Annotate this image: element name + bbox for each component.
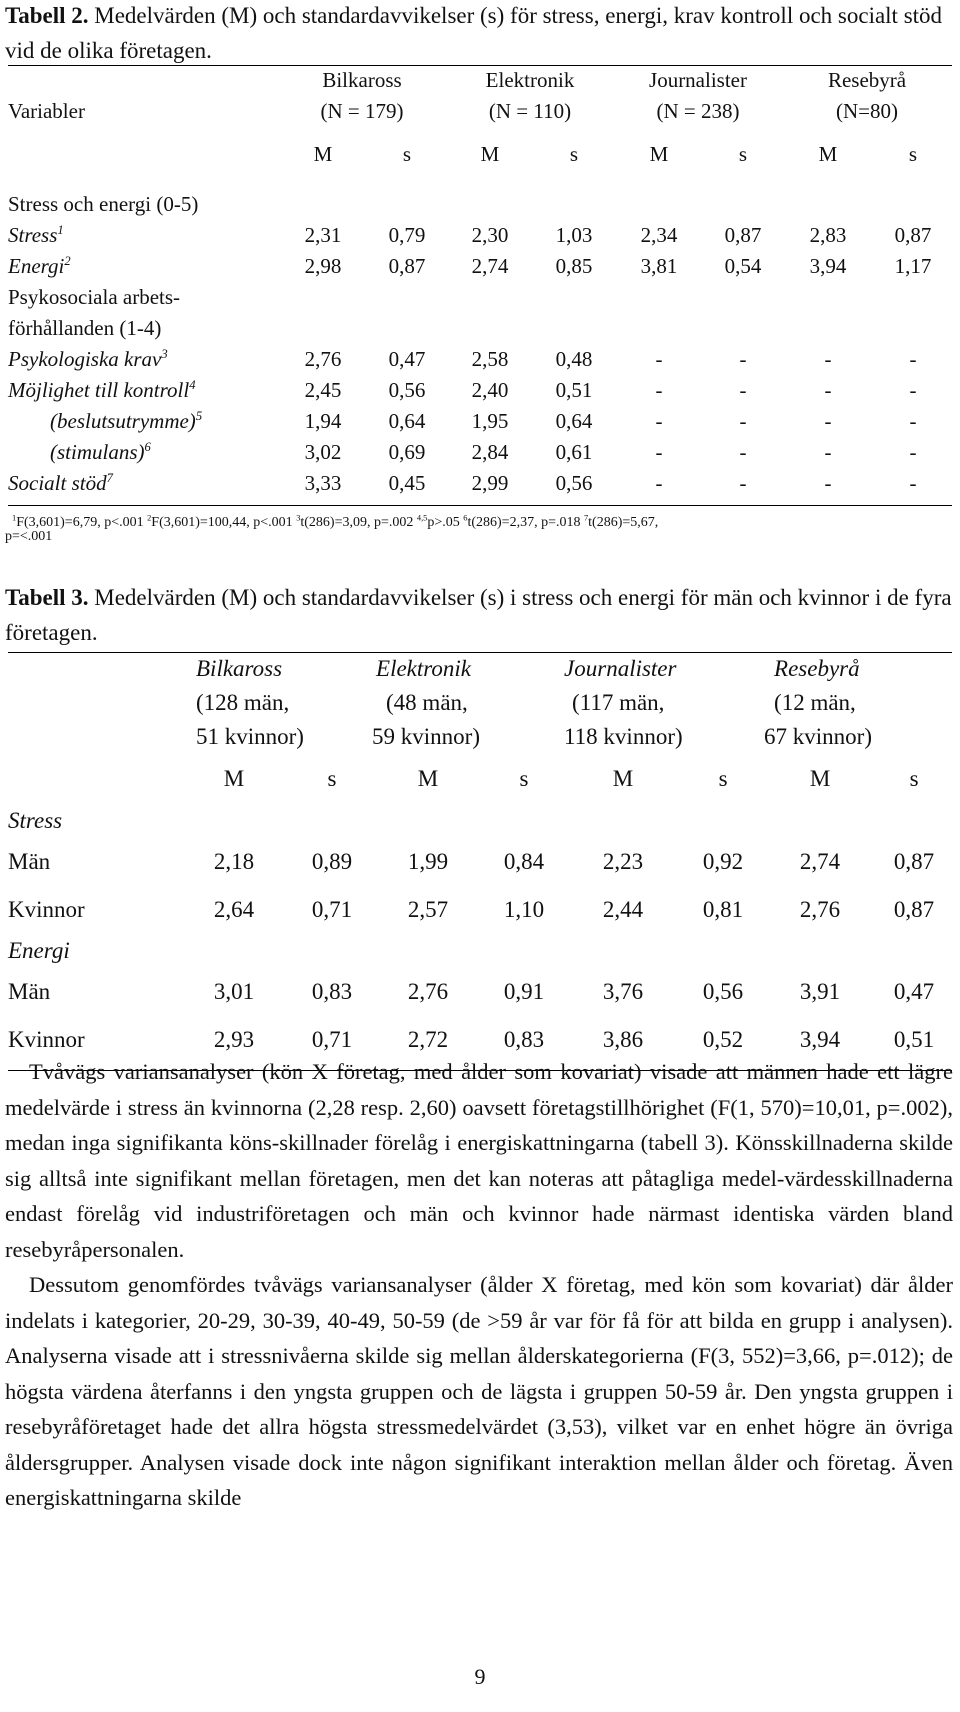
paragraph: Dessutom genomfördes tvåvägs variansanalyser (ålder X företag, med kön som kovariat) där ålder indelats i kategorier, 20-29, 30-39, 40-49, 50-59 (de >59 år var för få för att bilda en grupp i analysen). Analyserna visade att i stressnivåerna skilde sig mellan ålderskategorierna (F(3, 552)=3,66, p=.012); de högsta värdena återfanns i den yngsta gruppen och de lägsta i gruppen 50-59 år. Den yngsta gruppen i resebyråföretaget hade det allra högsta stressmedelvärdet (3,53), vilket var en enhet högre än övriga åldersgrupper. Analysen visade dock inte någon signifikant interaktion mellan ålder och företag. Även energiskattningarna skilde [5,1272,953,1510]
cell-value: 1,95 [471,409,509,433]
cell-value: 2,31 [304,223,342,247]
table3-label: Tabell 3. [5,585,89,610]
cell-value: 0,89 [311,849,353,874]
table3-group-n2: 59 kvinnor) [372,724,480,749]
cell-value: 0,84 [503,849,545,874]
table2-label: Tabell 2. [5,3,89,28]
s-label: s [738,142,748,166]
cell-value: - [824,378,832,402]
cell-value: 2,84 [471,440,509,464]
cell-value: 0,69 [388,440,426,464]
cell-value: 2,40 [471,378,509,402]
cell-value: 0,56 [388,378,426,402]
s-label: s [402,142,412,166]
table2-group-name: Elektronik [485,68,575,92]
cell-value: 1,94 [304,409,342,433]
section-stress: Stress [8,808,63,833]
table2 [8,65,952,499]
cell-value: 3,01 [213,979,255,1004]
row-label: Kvinnor [8,1027,85,1052]
cell-value: 0,81 [702,897,744,922]
cell-value: 0,64 [555,409,593,433]
s-label: s [569,142,579,166]
cell-value: - [909,347,917,371]
cell-value: 2,57 [407,897,449,922]
cell-value: - [824,440,832,464]
s-label: s [909,766,919,791]
cell-value: 2,76 [799,897,841,922]
cell-value: 0,71 [311,1027,353,1052]
cell-value: 1,17 [894,254,932,278]
cell-value: 2,45 [304,378,342,402]
cell-value: 2,64 [213,897,255,922]
cell-value: 2,76 [407,979,449,1004]
cell-value: - [909,409,917,433]
table2-group-name: Bilkaross [322,68,402,92]
cell-value: 0,87 [894,223,932,247]
s-label: s [327,766,337,791]
cell-value: 0,54 [724,254,762,278]
table-row [8,968,952,1016]
cell-value: - [909,471,917,495]
table3 [8,652,952,1064]
table3-group-n: (117 män, [572,690,665,715]
paragraph: Tvåvägs variansanalyser (kön X företag, med ålder som kovariat) visade att männen hade ett lägre medelvärde i stress än kvinnorna (2,28 resp. 2,60) oavsett företagstillhörighet (F(1, 570)=10,01, p=.002), medan inga signifikanta köns-skillnader förelåg i energiskattningarna (tabell 3). Könsskillnaderna skilde sig alltså inte signifikant mellan företagen, men det kan noteras att påtagliga medel-värdesskillnaderna endast förelåg vid industriföretagen och män och kvinnor hade närmast identiska värden bland resebyråpersonalen. [5,1059,953,1262]
table3-caption [5,580,955,650]
table-row [8,220,952,251]
cell-value: 0,47 [893,979,935,1004]
row-label: (beslutsutrymme)$^5$ [50,409,203,433]
cell-value: - [655,409,663,433]
cell-value: 1,03 [555,223,593,247]
table2-bottom-rule [8,505,952,506]
cell-value: 3,86 [602,1027,644,1052]
cell-value: 0,83 [503,1027,545,1052]
table2-var-header: Variabler [8,99,85,123]
table3-group-name: Bilkaross [196,656,283,681]
table2-section-heading [8,313,952,344]
footnote-line1: $^1$F(3,601)=6,79, p<.001 $^2$F(3,601)=100,44, p<.001 $^3$t(286)=3,09, p=.002 $^{4,5}$p>.05 $^6$t(286)=2,37, p=.018 $^7$t(286)=5,67, [12,513,659,530]
table2-header-row2 [8,96,952,127]
table3-caption-text: Medelvärden (M) och standardavvikelser (s) i stress och energi för män och kvinnor i de fyra företagen. [5,585,952,645]
cell-value: 3,91 [799,979,841,1004]
cell-value: 0,92 [702,849,744,874]
cell-value: 2,74 [471,254,509,278]
cell-value: 2,99 [471,471,509,495]
cell-value: - [739,440,747,464]
table2-section-heading [8,282,952,313]
table-row [8,468,952,499]
cell-value: 0,85 [555,254,593,278]
table2-group-name: Journalister [649,68,747,92]
cell-value: 3,94 [799,1027,841,1052]
cell-value: 0,87 [388,254,426,278]
s-label: s [718,766,728,791]
row-label: Socialt stöd$^7$ [8,471,113,495]
cell-value: 1,10 [503,897,545,922]
cell-value: 0,51 [893,1027,935,1052]
cell-value: - [824,409,832,433]
m-label: M [480,142,500,166]
cell-value: 3,81 [640,254,678,278]
cell-value: 2,93 [213,1027,255,1052]
m-label: M [223,766,245,791]
row-label: Psykologiska krav$^3$ [8,347,168,371]
cell-value: 0,48 [555,347,593,371]
row-label: Män [8,849,51,874]
cell-value: - [655,347,663,371]
table3-section-heading [8,804,952,838]
table-row [8,375,952,406]
body-text [5,1054,953,1516]
table2-footnote [12,513,956,533]
table2-ms-row [8,139,952,170]
cell-value: - [655,471,663,495]
table-row [8,838,952,886]
cell-value: 2,44 [602,897,644,922]
section-psykosociala: Psykosociala arbets- [8,285,181,309]
table2-group-name: Resebyrå [827,68,907,92]
table2-header-row1 [8,65,952,96]
table3-header-row1 [8,652,952,686]
cell-value: - [909,440,917,464]
cell-value: 3,33 [304,471,342,495]
m-label: M [809,766,831,791]
cell-value: 2,34 [640,223,678,247]
cell-value: 0,87 [893,849,935,874]
table3-group-n2: 118 kvinnor) [564,724,683,749]
table2-group-n: (N = 238) [656,99,740,123]
cell-value: 3,76 [602,979,644,1004]
section-stress-energi: Stress och energi (0-5) [8,192,199,216]
table3-ms-row [8,762,952,796]
row-label: Energi$^2$ [8,254,71,278]
cell-value: - [824,471,832,495]
table2-section-heading [8,189,952,220]
cell-value: - [824,347,832,371]
table3-group-name: Journalister [564,656,677,681]
m-label: M [417,766,439,791]
cell-value: 0,83 [311,979,353,1004]
cell-value: 0,52 [702,1027,744,1052]
cell-value: 2,23 [602,849,644,874]
cell-value: 3,02 [304,440,342,464]
cell-value: 0,61 [555,440,593,464]
cell-value: - [655,378,663,402]
row-label: (stimulans)$^6$ [50,440,151,464]
table3-group-name: Resebyrå [774,656,860,681]
cell-value: 0,71 [311,897,353,922]
cell-value: 0,47 [388,347,426,371]
row-label: Män [8,979,51,1004]
table-row [8,437,952,468]
cell-value: 2,18 [213,849,255,874]
table3-header-row3 [8,720,952,754]
cell-value: 2,74 [799,849,841,874]
cell-value: - [909,378,917,402]
cell-value: 0,79 [388,223,426,247]
section-psykosociala-cont: förhållanden (1-4) [8,316,162,340]
table2-caption-text: Medelvärden (M) och standardavvikelser (s) för stress, energi, krav kontroll och socialt stöd vid de olika företagen. [5,3,943,63]
cell-value: - [739,347,747,371]
cell-value: 0,45 [388,471,426,495]
m-label: M [649,142,669,166]
row-label: Stress$^1$ [8,223,64,247]
cell-value: 0,51 [555,378,593,402]
cell-value: - [739,409,747,433]
table3-group-name: Elektronik [376,656,471,681]
cell-value: - [655,440,663,464]
cell-value: 0,56 [702,979,744,1004]
table3-section-heading [8,934,952,968]
cell-value: - [739,471,747,495]
cell-value: 0,91 [503,979,545,1004]
s-label: s [519,766,529,791]
footnote-line2: p=<.001 [5,529,53,544]
cell-value: 2,58 [471,347,509,371]
page-number: 9 [474,1664,486,1689]
cell-value: 3,94 [809,254,847,278]
m-label: M [818,142,838,166]
cell-value: 0,56 [555,471,593,495]
cell-value: 2,76 [304,347,342,371]
table2-group-n: (N=80) [836,99,899,123]
table2-group-n: (N = 179) [320,99,404,123]
table-row [8,344,952,375]
m-label: M [313,142,333,166]
cell-value: 2,83 [809,223,847,247]
table3-group-n: (128 män, [196,690,290,715]
row-label: Möjlighet till kontroll$^4$ [8,378,196,402]
row-label: Kvinnor [8,897,85,922]
cell-value: 2,30 [471,223,509,247]
table-row [8,251,952,282]
cell-value: 0,87 [724,223,762,247]
cell-value: 0,64 [388,409,426,433]
table2-caption [5,0,955,68]
table-row [8,406,952,437]
section-energi: Energi [8,938,70,963]
m-label: M [612,766,634,791]
cell-value: - [739,378,747,402]
cell-value: 1,99 [407,849,449,874]
cell-value: 2,72 [407,1027,449,1052]
table2-group-n: (N = 110) [488,99,572,123]
s-label: s [908,142,918,166]
table3-group-n: (12 män, [774,690,856,715]
cell-value: 0,87 [893,897,935,922]
table-row [8,886,952,934]
table3-header-row2 [8,686,952,720]
cell-value: 2,98 [304,254,342,278]
table3-group-n: (48 män, [386,690,468,715]
table3-group-n2: 67 kvinnor) [764,724,873,749]
table3-group-n2: 51 kvinnor) [196,724,304,749]
